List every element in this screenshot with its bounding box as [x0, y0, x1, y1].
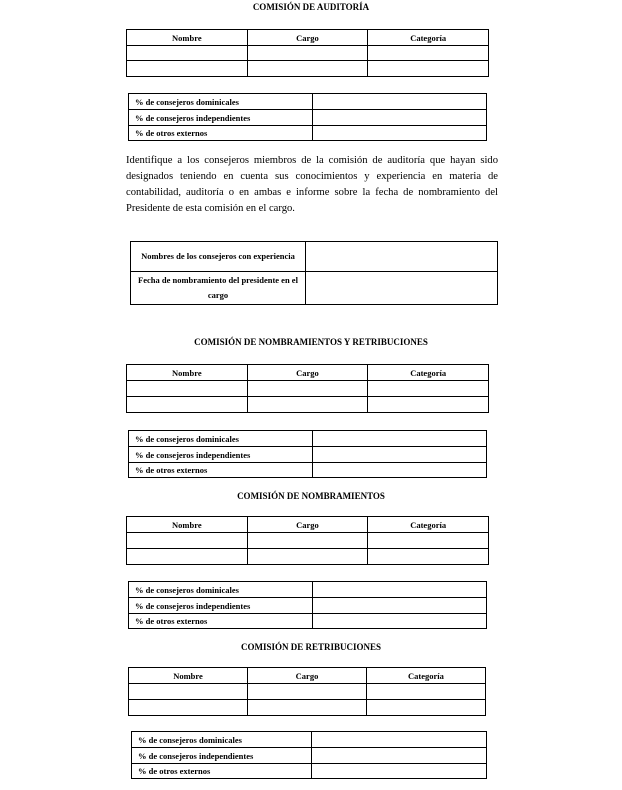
column-header-categoria: Categoría [368, 30, 489, 46]
pct-dominicales-value[interactable] [312, 732, 487, 748]
table-cell[interactable] [247, 397, 368, 413]
section-title-auditoria: COMISIÓN DE AUDITORÍA [252, 2, 370, 12]
composition-table-retribuciones [131, 731, 487, 779]
table-cell[interactable] [127, 46, 248, 61]
pct-independientes-value[interactable] [312, 748, 487, 764]
pct-otros-externos-label: % de otros externos [129, 614, 313, 629]
pct-otros-externos-value[interactable] [313, 614, 487, 629]
table-cell[interactable] [247, 533, 368, 549]
section-title-retribuciones: COMISIÓN DE RETRIBUCIONES [240, 642, 382, 652]
consejeros-experiencia-label: Nombres de los consejeros con experiencia [131, 242, 306, 272]
pct-dominicales-label: % de consejeros dominicales [129, 431, 313, 447]
composition-table-nombramientos [128, 581, 487, 629]
table-cell[interactable] [368, 397, 489, 413]
members-table-nombramientos-retribuciones [126, 364, 489, 413]
experience-table [130, 241, 498, 305]
composition-table-auditoria [128, 93, 487, 141]
column-header-cargo: Cargo [247, 30, 368, 46]
table-cell[interactable] [368, 46, 489, 61]
pct-otros-externos-value[interactable] [313, 126, 487, 141]
table-cell[interactable] [129, 684, 248, 700]
members-table-auditoria [126, 29, 489, 77]
members-table-retribuciones [128, 667, 486, 716]
column-header-cargo: Cargo [248, 668, 367, 684]
column-header-cargo: Cargo [247, 517, 368, 533]
consejeros-experiencia-value[interactable] [306, 242, 498, 272]
members-table-nombramientos [126, 516, 489, 565]
table-cell[interactable] [127, 397, 248, 413]
section-title-nombramientos-retribuciones: COMISIÓN DE NOMBRAMIENTOS Y RETRIBUCIONES [194, 337, 428, 347]
table-cell[interactable] [247, 61, 368, 77]
pct-dominicales-value[interactable] [313, 431, 487, 447]
table-cell[interactable] [247, 381, 368, 397]
table-cell[interactable] [129, 700, 248, 716]
pct-otros-externos-value[interactable] [312, 764, 487, 779]
pct-otros-externos-label: % de otros externos [129, 463, 313, 478]
table-cell[interactable] [127, 61, 248, 77]
column-header-cargo: Cargo [247, 365, 368, 381]
table-cell[interactable] [248, 684, 367, 700]
pct-dominicales-value[interactable] [313, 94, 487, 110]
pct-independientes-label: % de consejeros independientes [129, 110, 313, 126]
pct-dominicales-value[interactable] [313, 582, 487, 598]
fecha-nombramiento-value[interactable] [306, 272, 498, 305]
fecha-nombramiento-label: Fecha de nombramiento del presidente en el cargo [131, 272, 306, 305]
pct-independientes-label: % de consejeros independientes [129, 447, 313, 463]
composition-table-nombramientos-retribuciones [128, 430, 487, 478]
table-cell[interactable] [248, 700, 367, 716]
pct-independientes-value[interactable] [313, 110, 487, 126]
pct-dominicales-label: % de consejeros dominicales [129, 582, 313, 598]
table-cell[interactable] [127, 381, 248, 397]
column-header-categoria: Categoría [368, 517, 489, 533]
pct-otros-externos-label: % de otros externos [132, 764, 312, 779]
table-cell[interactable] [247, 46, 368, 61]
table-cell[interactable] [368, 533, 489, 549]
column-header-nombre: Nombre [127, 30, 248, 46]
pct-independientes-label: % de consejeros independientes [129, 598, 313, 614]
column-header-categoria: Categoría [368, 365, 489, 381]
pct-independientes-value[interactable] [313, 598, 487, 614]
pct-dominicales-label: % de consejeros dominicales [132, 732, 312, 748]
column-header-categoria: Categoría [367, 668, 486, 684]
table-cell[interactable] [127, 533, 248, 549]
section-title-nombramientos: COMISIÓN DE NOMBRAMIENTOS [237, 491, 385, 501]
pct-independientes-label: % de consejeros independientes [132, 748, 312, 764]
table-cell[interactable] [127, 549, 248, 565]
pct-dominicales-label: % de consejeros dominicales [129, 94, 313, 110]
table-cell[interactable] [368, 549, 489, 565]
pct-otros-externos-label: % de otros externos [129, 126, 313, 141]
column-header-nombre: Nombre [127, 517, 248, 533]
table-cell[interactable] [368, 381, 489, 397]
table-cell[interactable] [367, 700, 486, 716]
column-header-nombre: Nombre [129, 668, 248, 684]
column-header-nombre: Nombre [127, 365, 248, 381]
instruction-paragraph: Identifique a los consejeros miembros de la comisión de auditoría que hayan sido designados teniendo en cuenta sus conocimientos y experiencia en materia de contabilidad, auditoría o en ambas e informe sobre la fecha de nombramiento del Presidente de esta comisión en el cargo. [126, 155, 498, 214]
table-cell[interactable] [247, 549, 368, 565]
table-cell[interactable] [368, 61, 489, 77]
pct-otros-externos-value[interactable] [313, 463, 487, 478]
table-cell[interactable] [367, 684, 486, 700]
pct-independientes-value[interactable] [313, 447, 487, 463]
